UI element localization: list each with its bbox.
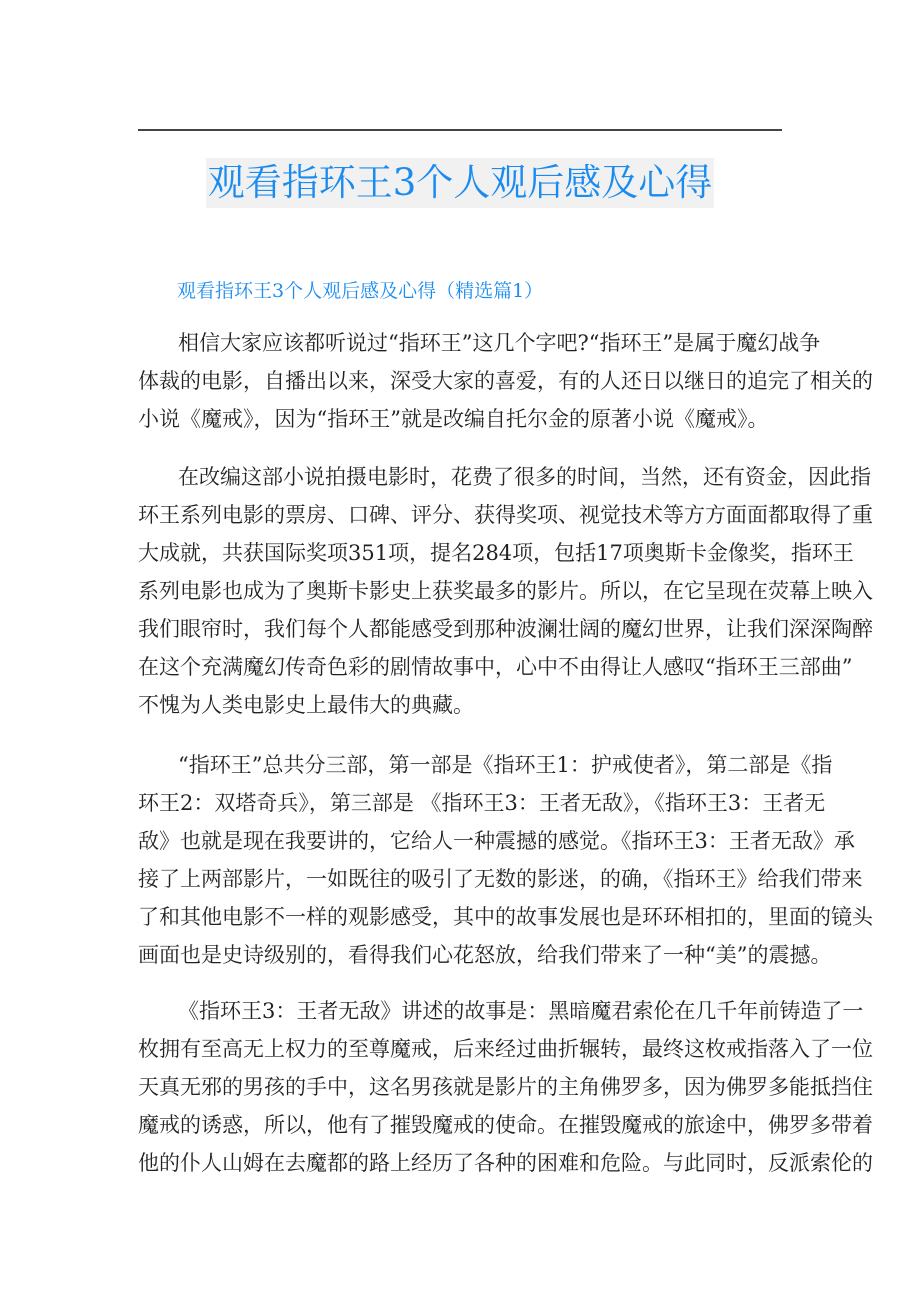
text-line: 接了上两部影片，一如既往的吸引了无数的影迷，的确，《指环王》给我们带来 <box>138 867 863 891</box>
text-line: 不愧为人类电影史上最伟大的典藏。 <box>138 693 474 717</box>
text-line: 环王系列电影的票房、口碑、评分、获得奖项、视觉技术等方方面面都取得了重 <box>138 503 873 527</box>
text-line: 《指环王3：王者无敌》讲述的故事是：黑暗魔君索伦在几千年前铸造了一 <box>178 999 864 1023</box>
text-line: 系列电影也成为了奥斯卡影史上获奖最多的影片。所以，在它呈现在荧幕上映入 <box>138 579 873 603</box>
header-rule <box>138 129 782 131</box>
text-line: 天真无邪的男孩的手中，这名男孩就是影片的主角佛罗多，因为佛罗多能抵挡住 <box>138 1075 873 1099</box>
text-line: 了和其他电影不一样的观影感受，其中的故事发展也是环环相扣的，里面的镜头 <box>138 905 873 929</box>
text-line: 我们眼帘时，我们每个人都能感受到那种波澜壮阔的魔幻世界，让我们深深陶醉 <box>138 617 873 641</box>
text-line: 小说《魔戒》，因为“指环王”就是改编自托尔金的原著小说《魔戒》。 <box>138 407 769 431</box>
text-line: 画面也是史诗级别的，看得我们心花怒放，给我们带来了一种“美”的震撼。 <box>138 943 832 967</box>
text-line: 敌》也就是现在我要讲的，它给人一种震撼的感觉。《指环王3：王者无敌》承 <box>138 829 855 853</box>
document-title-wrap <box>0 158 920 208</box>
text-line: 他的仆人山姆在去魔都的路上经历了各种的困难和危险。与此同时，反派索伦的 <box>138 1151 873 1175</box>
text-line: 体裁的电影，自播出以来，深受大家的喜爱，有的人还日以继日的追完了相关的 <box>138 369 873 393</box>
document-title: 观看指环王3个人观后感及心得 <box>206 158 715 208</box>
text-line: 枚拥有至高无上权力的至尊魔戒，后来经过曲折辗转，最终这枚戒指落入了一位 <box>138 1037 873 1061</box>
text-line: 相信大家应该都听说过“指环王”这几个字吧?“指环王”是属于魔幻战争 <box>178 331 821 355</box>
paragraph-2 <box>138 458 873 724</box>
text-line: 大成就，共获国际奖项351项，提名284项，包括17项奥斯卡金像奖，指环王 <box>138 541 854 565</box>
paragraph-4 <box>138 992 873 1182</box>
text-line: 在改编这部小说拍摄电影时，花费了很多的时间，当然，还有资金，因此指 <box>178 465 871 489</box>
text-line: 环王2：双塔奇兵》，第三部是 《指环王3：王者无敌》，《指环王3：王者无 <box>138 791 826 815</box>
section-heading: 观看指环王3个人观后感及心得（精选篇1） <box>177 280 544 302</box>
paragraph-1 <box>138 324 873 438</box>
text-line: 在这个充满魔幻传奇色彩的剧情故事中，心中不由得让人感叹“指环王三部曲” <box>138 655 853 679</box>
text-line: “指环王”总共分三部，第一部是《指环王1：护戒使者》，第二部是《指 <box>178 753 833 777</box>
paragraph-3 <box>138 746 873 974</box>
text-line: 魔戒的诱惑，所以，他有了摧毁魔戒的使命。在摧毁魔戒的旅途中，佛罗多带着 <box>138 1113 873 1137</box>
